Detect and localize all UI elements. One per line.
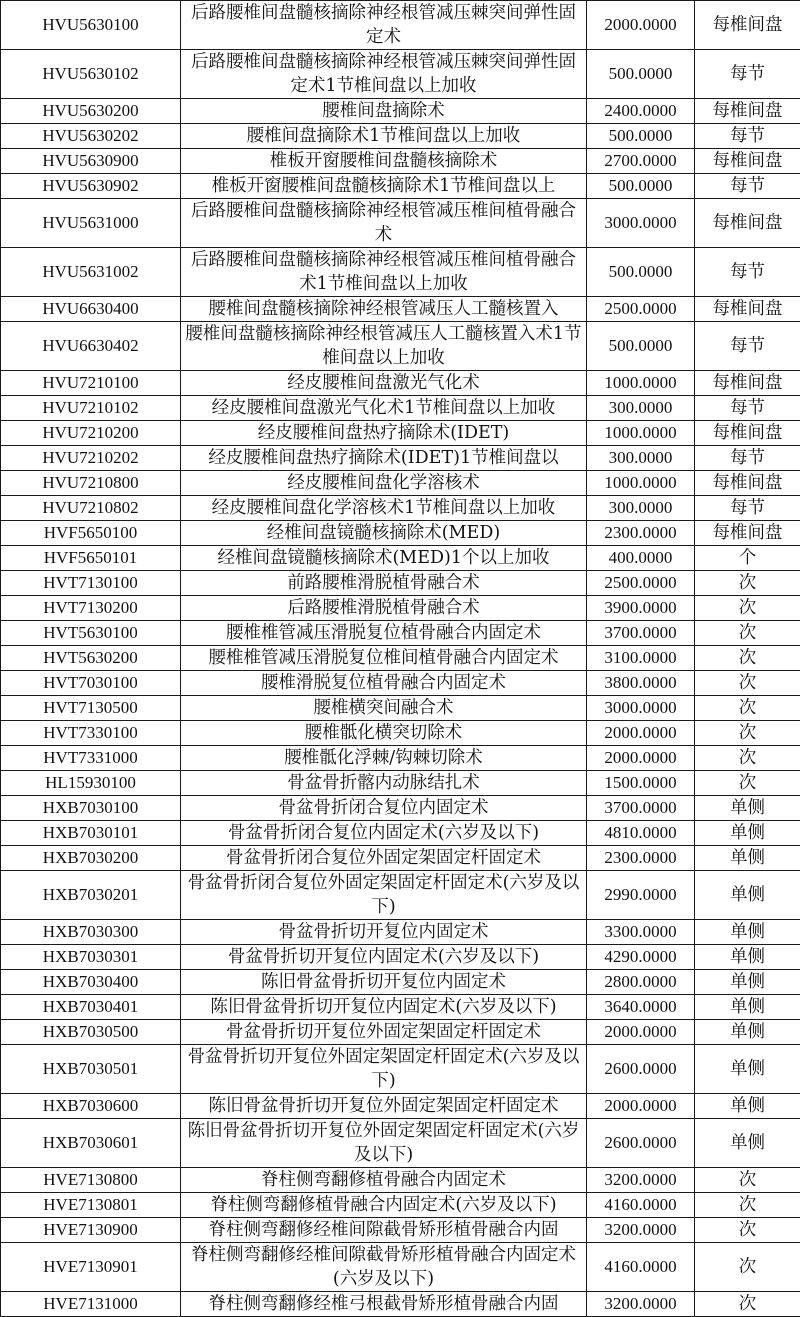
price-cell: 2700.0000: [587, 149, 695, 174]
item-code-cell: HVU7210200: [1, 421, 181, 446]
table-row: [1, 721, 800, 746]
unit-cell: 每节: [695, 396, 800, 421]
unit-cell: 每椎间盘: [695, 199, 800, 248]
price-cell: 1000.0000: [587, 371, 695, 396]
item-name-cell: 后路腰椎间盘髓核摘除神经根管减压椎间植骨融合术1节椎间盘以上加收: [181, 248, 587, 297]
price-cell: 2000.0000: [587, 721, 695, 746]
table-row: [1, 322, 800, 371]
item-code-cell: HVE7130800: [1, 1168, 181, 1193]
item-name-cell: 骨盆骨折闭合复位外固定架固定杆固定术(六岁及以下): [181, 871, 587, 920]
table-row: [1, 248, 800, 297]
item-name-cell: 腰椎间盘髓核摘除神经根管减压人工髓核置入: [181, 297, 587, 322]
table-row: [1, 1168, 800, 1193]
item-code-cell: HXB7030500: [1, 1020, 181, 1045]
unit-cell: 每椎间盘: [695, 149, 800, 174]
unit-cell: 每节: [695, 50, 800, 99]
table-row: [1, 671, 800, 696]
unit-cell: 单侧: [695, 970, 800, 995]
table-row: [1, 521, 800, 546]
price-cell: 2000.0000: [587, 1020, 695, 1045]
table-row: [1, 571, 800, 596]
price-cell: 1000.0000: [587, 471, 695, 496]
item-name-cell: 经皮腰椎间盘热疗摘除术(IDET)1节椎间盘以: [181, 446, 587, 471]
item-name-cell: 脊柱侧弯翻修经椎弓根截骨矫形植骨融合内固: [181, 1292, 587, 1317]
item-name-cell: 骨盆骨折切开复位内固定术: [181, 920, 587, 945]
item-name-cell: 腰椎椎管减压滑脱复位椎间植骨融合内固定术: [181, 646, 587, 671]
unit-cell: 每节: [695, 174, 800, 199]
unit-cell: 个: [695, 546, 800, 571]
item-code-cell: HVU5630900: [1, 149, 181, 174]
item-code-cell: HVT5630100: [1, 621, 181, 646]
item-name-cell: 腰椎滑脱复位植骨融合内固定术: [181, 671, 587, 696]
price-cell: 2300.0000: [587, 521, 695, 546]
item-name-cell: 腰椎间盘摘除术1节椎间盘以上加收: [181, 124, 587, 149]
item-name-cell: 腰椎骶化横突切除术: [181, 721, 587, 746]
item-name-cell: 后路腰椎滑脱植骨融合术: [181, 596, 587, 621]
unit-cell: 每椎间盘: [695, 1, 800, 50]
item-code-cell: HVU5630200: [1, 99, 181, 124]
item-code-cell: HVU5631000: [1, 199, 181, 248]
table-row: [1, 1045, 800, 1094]
item-name-cell: 经椎间盘镜髓核摘除术(MED)1个以上加收: [181, 546, 587, 571]
item-code-cell: HXB7030200: [1, 846, 181, 871]
unit-cell: 单侧: [695, 821, 800, 846]
item-name-cell: 经皮腰椎间盘化学溶核术: [181, 471, 587, 496]
item-name-cell: 后路腰椎间盘髓核摘除神经根管减压棘突间弹性固定术1节椎间盘以上加收: [181, 50, 587, 99]
item-code-cell: HVU7210802: [1, 496, 181, 521]
unit-cell: 次: [695, 646, 800, 671]
price-cell: 3000.0000: [587, 199, 695, 248]
unit-cell: 每节: [695, 248, 800, 297]
item-code-cell: HVU5630202: [1, 124, 181, 149]
table-row: [1, 995, 800, 1020]
item-name-cell: 骨盆骨折切开复位外固定架固定杆固定术(六岁及以下): [181, 1045, 587, 1094]
item-name-cell: 椎板开窗腰椎间盘髓核摘除术: [181, 149, 587, 174]
item-code-cell: HVE7130901: [1, 1243, 181, 1292]
table-row: [1, 1193, 800, 1218]
price-cell: 3800.0000: [587, 671, 695, 696]
price-cell: 2300.0000: [587, 846, 695, 871]
item-name-cell: 骨盆骨折髂内动脉结扎术: [181, 771, 587, 796]
table-row: [1, 99, 800, 124]
unit-cell: 次: [695, 1292, 800, 1317]
price-cell: 3200.0000: [587, 1292, 695, 1317]
table-row: [1, 1292, 800, 1317]
item-code-cell: HVU7210100: [1, 371, 181, 396]
item-name-cell: 骨盆骨折闭合复位内固定术(六岁及以下): [181, 821, 587, 846]
item-code-cell: HVF5650100: [1, 521, 181, 546]
item-code-cell: HXB7030501: [1, 1045, 181, 1094]
item-code-cell: HVU6630400: [1, 297, 181, 322]
unit-cell: 次: [695, 671, 800, 696]
item-code-cell: HVF5650101: [1, 546, 181, 571]
item-code-cell: HXB7030601: [1, 1119, 181, 1168]
item-code-cell: HVU5630902: [1, 174, 181, 199]
unit-cell: 次: [695, 1193, 800, 1218]
price-cell: 400.0000: [587, 546, 695, 571]
table-row: [1, 821, 800, 846]
price-cell: 3900.0000: [587, 596, 695, 621]
unit-cell: 次: [695, 1168, 800, 1193]
table-row: [1, 970, 800, 995]
table-row: [1, 1020, 800, 1045]
item-name-cell: 陈旧骨盆骨折切开复位外固定架固定杆固定术(六岁及以下): [181, 1119, 587, 1168]
unit-cell: 单侧: [695, 920, 800, 945]
item-name-cell: 腰椎骶化浮棘/钩棘切除术: [181, 746, 587, 771]
price-cell: 2600.0000: [587, 1045, 695, 1094]
table-row: [1, 771, 800, 796]
price-cell: 1500.0000: [587, 771, 695, 796]
item-code-cell: HXB7030201: [1, 871, 181, 920]
price-cell: 4160.0000: [587, 1193, 695, 1218]
price-cell: 2000.0000: [587, 746, 695, 771]
table-row: [1, 1119, 800, 1168]
item-code-cell: HVU6630402: [1, 322, 181, 371]
unit-cell: 每椎间盘: [695, 471, 800, 496]
item-code-cell: HVU7210800: [1, 471, 181, 496]
unit-cell: 每椎间盘: [695, 521, 800, 546]
price-cell: 500.0000: [587, 322, 695, 371]
item-name-cell: 脊柱侧弯翻修经椎间隙截骨矫形植骨融合内固定术(六岁及以下): [181, 1243, 587, 1292]
item-name-cell: 经皮腰椎间盘化学溶核术1节椎间盘以上加收: [181, 496, 587, 521]
table-row: [1, 1, 800, 50]
price-cell: 3700.0000: [587, 621, 695, 646]
price-cell: 4290.0000: [587, 945, 695, 970]
item-name-cell: 陈旧骨盆骨折切开复位内固定术: [181, 970, 587, 995]
unit-cell: 每椎间盘: [695, 297, 800, 322]
unit-cell: 单侧: [695, 1045, 800, 1094]
unit-cell: 次: [695, 696, 800, 721]
price-cell: 2800.0000: [587, 970, 695, 995]
unit-cell: 次: [695, 621, 800, 646]
table-row: [1, 746, 800, 771]
item-name-cell: 后路腰椎间盘髓核摘除神经根管减压椎间植骨融合术: [181, 199, 587, 248]
item-code-cell: HVE7131000: [1, 1292, 181, 1317]
table-row: [1, 396, 800, 421]
table-row: [1, 446, 800, 471]
table-row: [1, 1243, 800, 1292]
table-row: [1, 149, 800, 174]
table-row: [1, 199, 800, 248]
price-cell: 300.0000: [587, 396, 695, 421]
unit-cell: 每节: [695, 322, 800, 371]
unit-cell: 单侧: [695, 1119, 800, 1168]
item-code-cell: HVT7330100: [1, 721, 181, 746]
table-row: [1, 596, 800, 621]
item-code-cell: HVT7130200: [1, 596, 181, 621]
table-row: [1, 50, 800, 99]
table-row: [1, 696, 800, 721]
unit-cell: 次: [695, 746, 800, 771]
unit-cell: 次: [695, 771, 800, 796]
price-cell: 3300.0000: [587, 920, 695, 945]
item-code-cell: HVU5630100: [1, 1, 181, 50]
price-cell: 3200.0000: [587, 1168, 695, 1193]
item-code-cell: HVT5630200: [1, 646, 181, 671]
unit-cell: 次: [695, 1243, 800, 1292]
item-code-cell: HVT7130100: [1, 571, 181, 596]
table-row: [1, 297, 800, 322]
item-code-cell: HVU5630102: [1, 50, 181, 99]
item-name-cell: 脊柱侧弯翻修经椎间隙截骨矫形植骨融合内固: [181, 1218, 587, 1243]
item-name-cell: 陈旧骨盆骨折切开复位内固定术(六岁及以下): [181, 995, 587, 1020]
unit-cell: 单侧: [695, 1020, 800, 1045]
price-cell: 4160.0000: [587, 1243, 695, 1292]
unit-cell: 次: [695, 571, 800, 596]
item-name-cell: 椎板开窗腰椎间盘髓核摘除术1节椎间盘以上: [181, 174, 587, 199]
price-cell: 2000.0000: [587, 1, 695, 50]
price-cell: 4810.0000: [587, 821, 695, 846]
item-name-cell: 经皮腰椎间盘激光气化术1节椎间盘以上加收: [181, 396, 587, 421]
item-name-cell: 骨盆骨折闭合复位外固定架固定杆固定术: [181, 846, 587, 871]
unit-cell: 次: [695, 721, 800, 746]
table-row: [1, 496, 800, 521]
price-cell: 2400.0000: [587, 99, 695, 124]
unit-cell: 单侧: [695, 1094, 800, 1119]
item-code-cell: HVT7130500: [1, 696, 181, 721]
unit-cell: 单侧: [695, 846, 800, 871]
table-row: [1, 421, 800, 446]
table-row: [1, 871, 800, 920]
table-body: [1, 1, 800, 1317]
unit-cell: 单侧: [695, 871, 800, 920]
price-cell: 500.0000: [587, 124, 695, 149]
table-row: [1, 471, 800, 496]
item-name-cell: 经皮腰椎间盘激光气化术: [181, 371, 587, 396]
table-row: [1, 846, 800, 871]
item-name-cell: 骨盆骨折切开复位外固定架固定杆固定术: [181, 1020, 587, 1045]
price-cell: 500.0000: [587, 50, 695, 99]
item-name-cell: 骨盆骨折闭合复位内固定术: [181, 796, 587, 821]
unit-cell: 次: [695, 1218, 800, 1243]
item-name-cell: 后路腰椎间盘髓核摘除神经根管减压棘突间弹性固定术: [181, 1, 587, 50]
table-row: [1, 124, 800, 149]
item-code-cell: HVT7331000: [1, 746, 181, 771]
price-cell: 2600.0000: [587, 1119, 695, 1168]
table-row: [1, 174, 800, 199]
price-cell: 1000.0000: [587, 421, 695, 446]
unit-cell: 单侧: [695, 995, 800, 1020]
item-name-cell: 经皮腰椎间盘热疗摘除术(IDET): [181, 421, 587, 446]
item-code-cell: HXB7030400: [1, 970, 181, 995]
unit-cell: 每椎间盘: [695, 99, 800, 124]
item-code-cell: HXB7030300: [1, 920, 181, 945]
item-name-cell: 腰椎间盘摘除术: [181, 99, 587, 124]
price-cell: 3000.0000: [587, 696, 695, 721]
table-row: [1, 1218, 800, 1243]
item-name-cell: 腰椎横突间融合术: [181, 696, 587, 721]
table-row: [1, 546, 800, 571]
price-cell: 500.0000: [587, 248, 695, 297]
price-cell: 3700.0000: [587, 796, 695, 821]
unit-cell: 次: [695, 596, 800, 621]
item-name-cell: 陈旧骨盆骨折切开复位外固定架固定杆固定术: [181, 1094, 587, 1119]
item-name-cell: 脊柱侧弯翻修植骨融合内固定术: [181, 1168, 587, 1193]
price-cell: 2990.0000: [587, 871, 695, 920]
unit-cell: 每节: [695, 496, 800, 521]
item-name-cell: 腰椎间盘髓核摘除神经根管减压人工髓核置入术1节椎间盘以上加收: [181, 322, 587, 371]
item-code-cell: HXB7030600: [1, 1094, 181, 1119]
item-code-cell: HVE7130801: [1, 1193, 181, 1218]
item-code-cell: HVE7130900: [1, 1218, 181, 1243]
item-code-cell: HVU5631002: [1, 248, 181, 297]
item-code-cell: HVU7210102: [1, 396, 181, 421]
item-name-cell: 腰椎椎管减压滑脱复位植骨融合内固定术: [181, 621, 587, 646]
price-cell: 300.0000: [587, 446, 695, 471]
item-name-cell: 骨盆骨折切开复位内固定术(六岁及以下): [181, 945, 587, 970]
item-code-cell: HVT7030100: [1, 671, 181, 696]
unit-cell: 每节: [695, 446, 800, 471]
item-code-cell: HL15930100: [1, 771, 181, 796]
price-cell: 3200.0000: [587, 1218, 695, 1243]
item-code-cell: HVU7210202: [1, 446, 181, 471]
table-row: [1, 945, 800, 970]
table-row: [1, 920, 800, 945]
price-cell: 2000.0000: [587, 1094, 695, 1119]
item-name-cell: 经椎间盘镜髓核摘除术(MED): [181, 521, 587, 546]
unit-cell: 每节: [695, 124, 800, 149]
price-cell: 300.0000: [587, 496, 695, 521]
item-code-cell: HXB7030101: [1, 821, 181, 846]
table-row: [1, 1094, 800, 1119]
item-name-cell: 脊柱侧弯翻修植骨融合内固定术(六岁及以下): [181, 1193, 587, 1218]
unit-cell: 单侧: [695, 796, 800, 821]
price-cell: 2500.0000: [587, 571, 695, 596]
item-code-cell: HXB7030401: [1, 995, 181, 1020]
unit-cell: 每椎间盘: [695, 371, 800, 396]
price-cell: 500.0000: [587, 174, 695, 199]
price-cell: 3100.0000: [587, 646, 695, 671]
item-code-cell: HXB7030100: [1, 796, 181, 821]
item-name-cell: 前路腰椎滑脱植骨融合术: [181, 571, 587, 596]
price-cell: 3640.0000: [587, 995, 695, 1020]
table-row: [1, 646, 800, 671]
unit-cell: 每椎间盘: [695, 421, 800, 446]
table-row: [1, 371, 800, 396]
table-row: [1, 621, 800, 646]
item-code-cell: HXB7030301: [1, 945, 181, 970]
unit-cell: 单侧: [695, 945, 800, 970]
price-cell: 2500.0000: [587, 297, 695, 322]
table-row: [1, 796, 800, 821]
